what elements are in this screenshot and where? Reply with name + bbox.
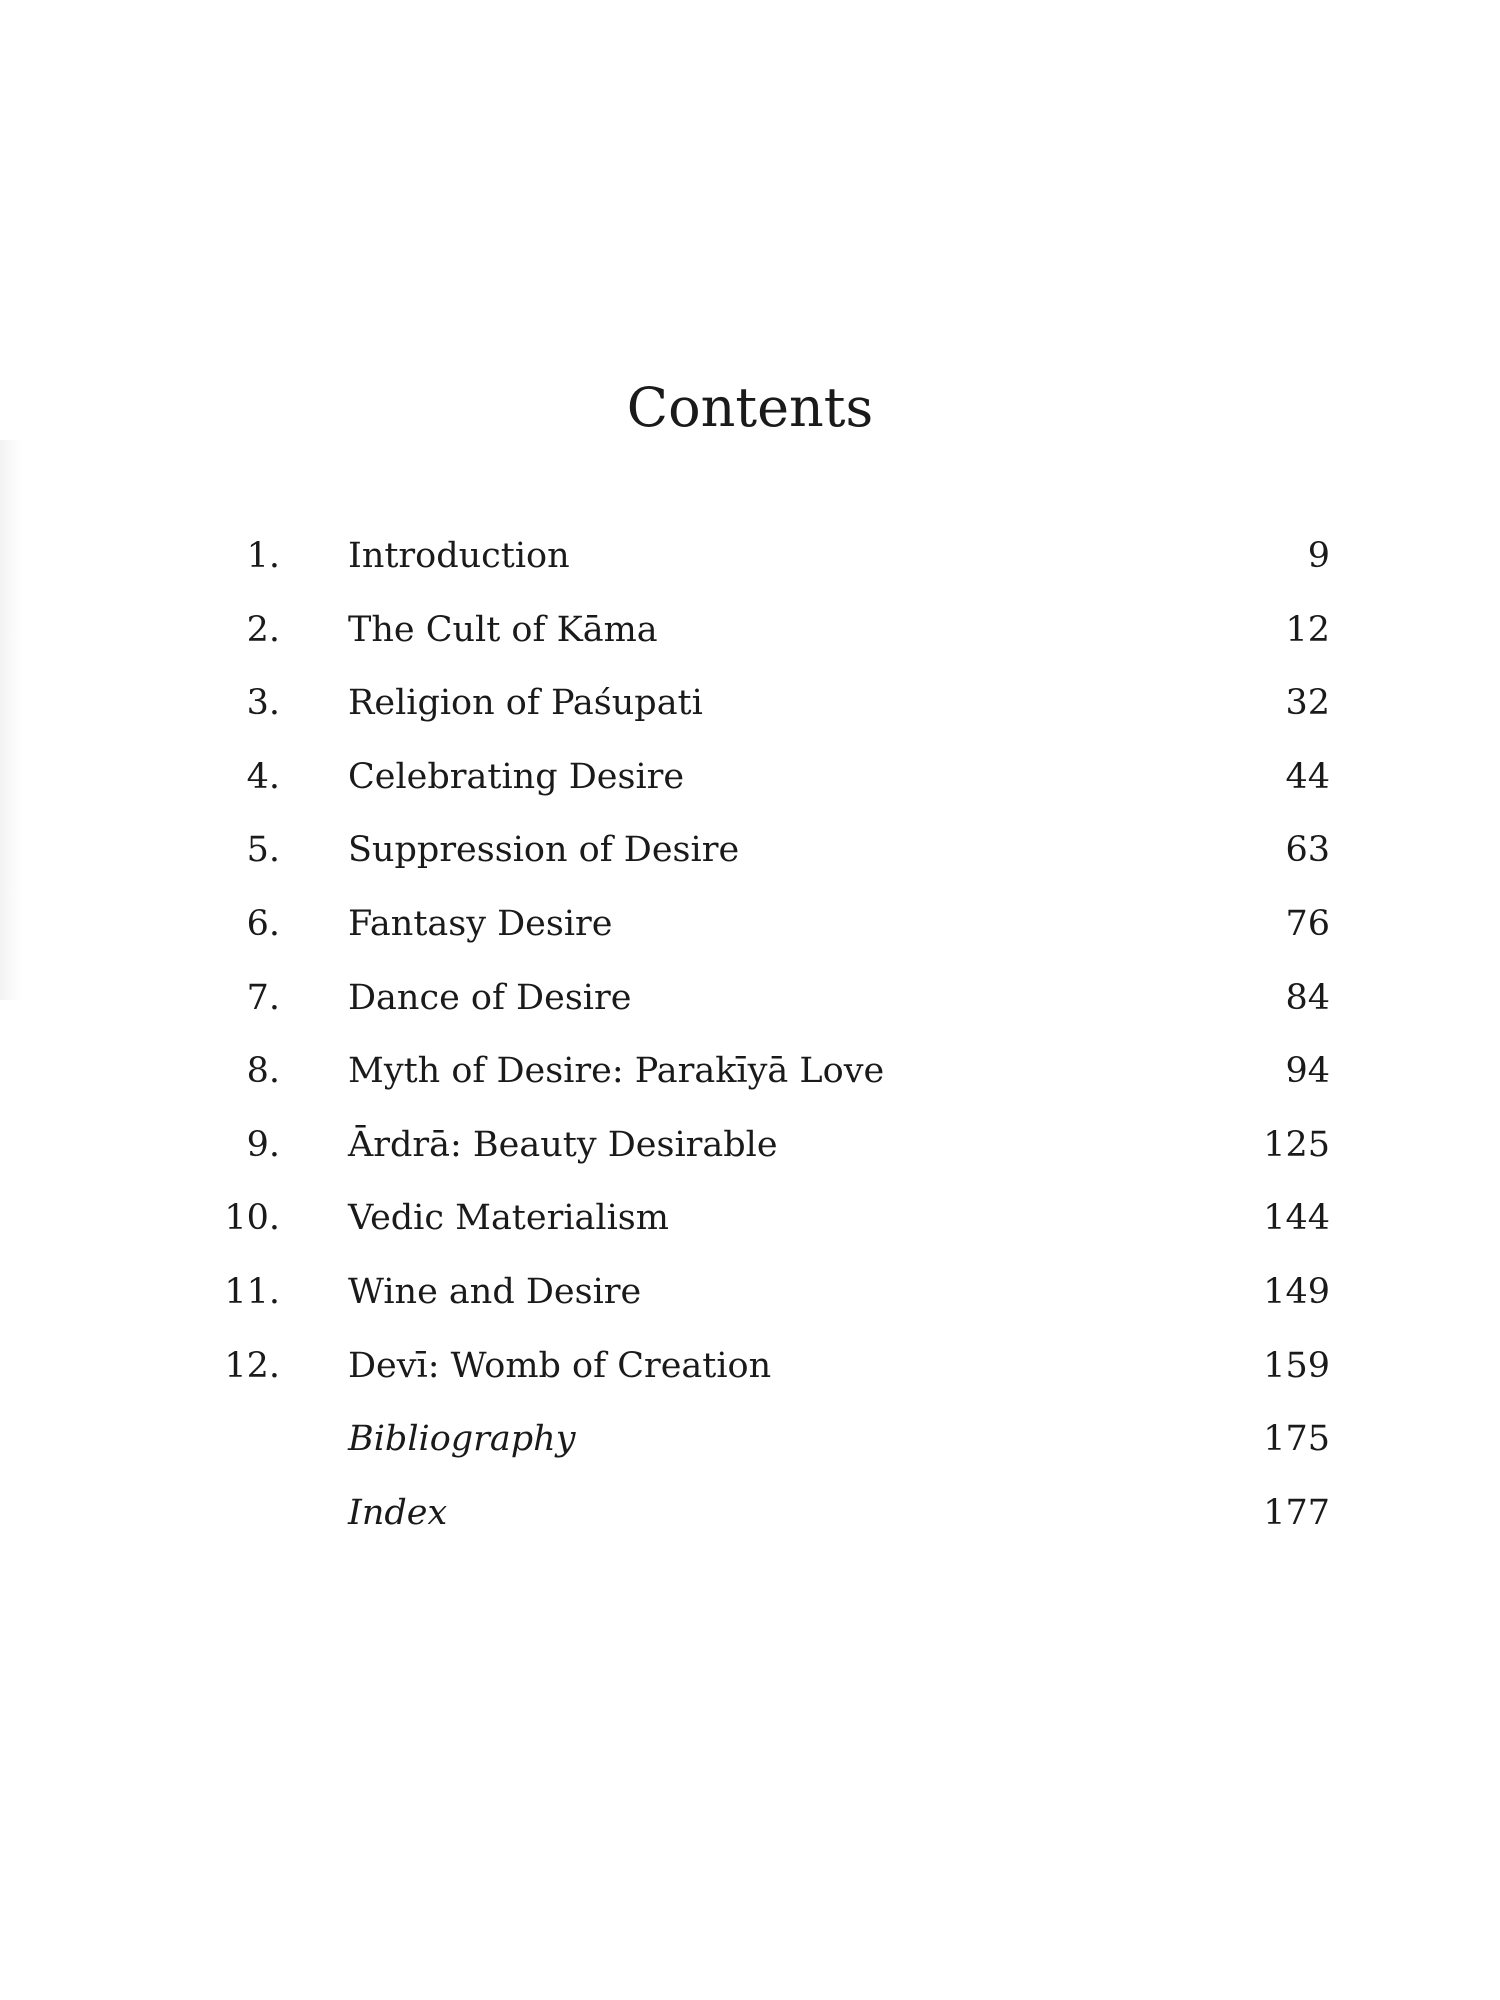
toc-row [0, 741, 1500, 815]
toc-entry-number: 5. [246, 830, 280, 871]
toc-row [0, 1182, 1500, 1256]
toc-entry-title: Devī: Womb of Creation [348, 1345, 772, 1386]
toc-row [0, 1330, 1500, 1404]
toc-row [0, 888, 1500, 962]
toc-entry-number: 12. [224, 1345, 280, 1386]
toc-entry-title: Bibliography [348, 1419, 576, 1460]
toc-entry-title: Suppression of Desire [348, 830, 740, 871]
toc-entry-title: Celebrating Desire [348, 756, 685, 797]
toc-entry-page: 159 [1263, 1345, 1330, 1386]
toc-entry-title: The Cult of Kāma [348, 609, 658, 650]
toc-entry-title: Fantasy Desire [348, 903, 613, 944]
toc-row [0, 1403, 1500, 1477]
toc-entry-title: Ārdrā: Beauty Desirable [348, 1124, 778, 1165]
toc-entry-page: 177 [1263, 1492, 1330, 1533]
toc-entry-page: 125 [1263, 1124, 1330, 1165]
toc-entry-page: 9 [1307, 536, 1330, 576]
toc-entry-number: 10. [224, 1198, 280, 1239]
toc-entry-page: 175 [1263, 1419, 1330, 1460]
table-of-contents [0, 520, 1500, 1550]
toc-entry-number: 4. [246, 756, 280, 797]
toc-entry-page: 84 [1285, 977, 1330, 1018]
toc-entry-number: 3. [246, 683, 280, 724]
toc-entry-number: 8. [246, 1051, 280, 1092]
toc-entry-page: 144 [1263, 1198, 1330, 1239]
toc-row [0, 520, 1500, 594]
toc-row [0, 594, 1500, 668]
toc-entry-title: Index [348, 1492, 448, 1533]
toc-entry-page: 32 [1285, 683, 1330, 724]
toc-entry-title: Myth of Desire: Parakīyā Love [348, 1051, 885, 1092]
page-title: Contents [626, 376, 874, 439]
toc-entry-number: 7. [246, 977, 280, 1018]
toc-row [0, 1109, 1500, 1183]
toc-entry-number: 9. [246, 1124, 280, 1165]
toc-entry-page: 149 [1263, 1271, 1330, 1312]
toc-entry-page: 12 [1285, 609, 1330, 650]
toc-entry-page: 94 [1285, 1051, 1330, 1092]
toc-entry-title: Religion of Paśupati [348, 683, 703, 724]
toc-entry-title: Dance of Desire [348, 977, 632, 1018]
toc-row [0, 962, 1500, 1036]
toc-entry-title: Vedic Materialism [348, 1198, 669, 1239]
toc-entry-title: Introduction [348, 536, 570, 576]
toc-entry-number: 11. [224, 1271, 280, 1312]
toc-entry-page: 76 [1285, 903, 1330, 944]
toc-entry-title: Wine and Desire [348, 1271, 642, 1312]
toc-entry-page: 63 [1285, 830, 1330, 871]
toc-row [0, 1035, 1500, 1109]
toc-entry-number: 6. [246, 903, 280, 944]
toc-entry-number: 1. [246, 536, 280, 576]
toc-row [0, 1256, 1500, 1330]
toc-entry-number: 2. [246, 609, 280, 650]
toc-row [0, 814, 1500, 888]
toc-row [0, 667, 1500, 741]
toc-entry-page: 44 [1285, 756, 1330, 797]
toc-row [0, 1477, 1500, 1551]
